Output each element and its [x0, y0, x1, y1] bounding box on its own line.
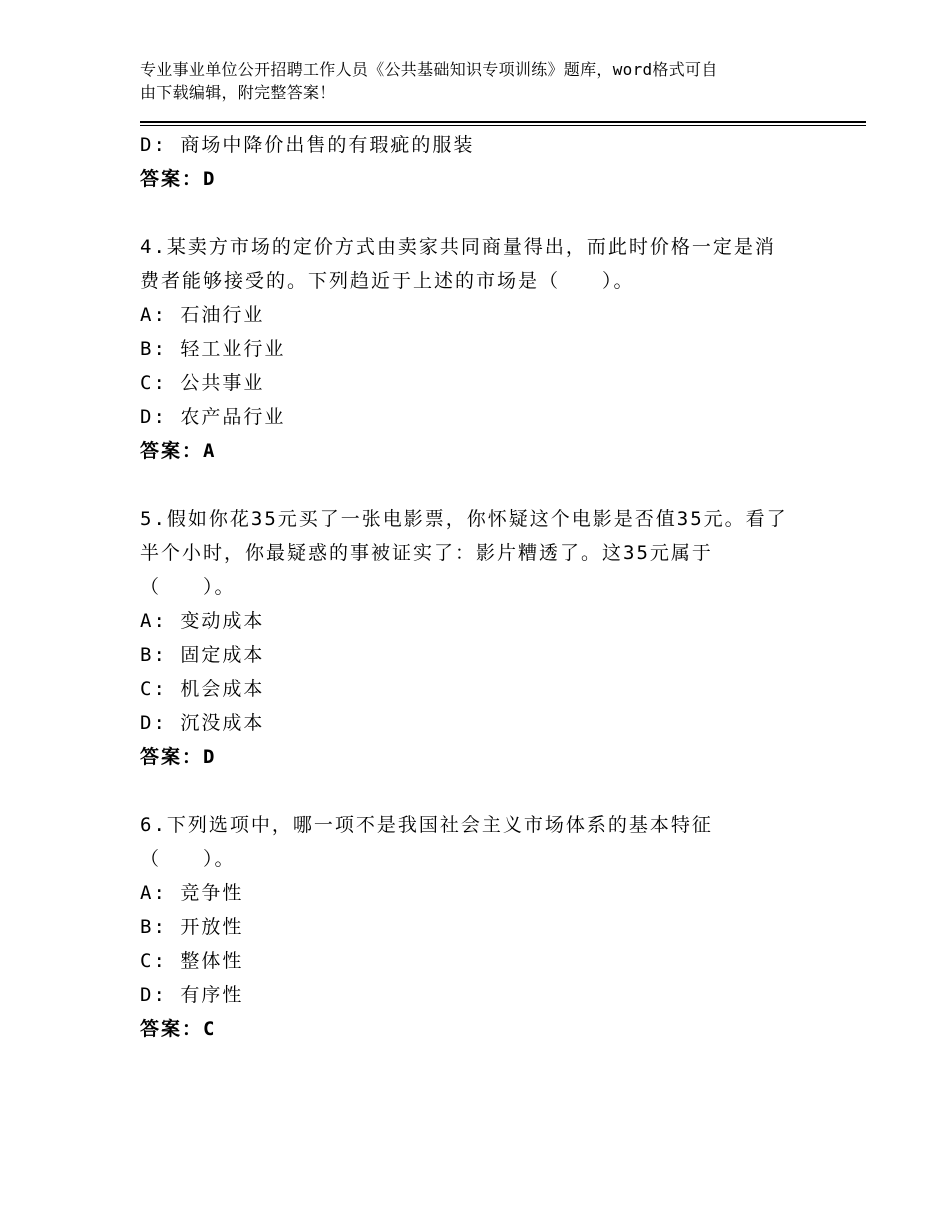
option-a: A: 变动成本	[140, 610, 265, 632]
page-header	[140, 58, 820, 104]
option-d: D: 沉没成本	[140, 712, 265, 734]
question-stem-line: 5.假如你花35元买了一张电影票，你怀疑这个电影是否值35元。看了	[140, 508, 788, 530]
question-stem-line: （ ）。	[140, 848, 236, 870]
option-c: C: 整体性	[140, 950, 244, 972]
answer-line: 答案：A	[140, 440, 217, 462]
option-d: D: 商场中降价出售的有瑕疵的服装	[140, 134, 475, 156]
question-stem-line: 半个小时，你最疑惑的事被证实了：影片糟透了。这35元属于	[140, 542, 713, 564]
option-a: A: 石油行业	[140, 304, 265, 326]
answer-line: 答案：D	[140, 168, 217, 190]
question-5	[140, 502, 840, 774]
spacer	[140, 774, 840, 808]
question-stem-line: （ ）。	[140, 576, 236, 598]
header-line-1: 专业事业单位公开招聘工作人员《公共基础知识专项训练》题库，word格式可自	[140, 60, 718, 79]
answer-line: 答案：C	[140, 1018, 217, 1040]
option-b: B: 轻工业行业	[140, 338, 286, 360]
question-6	[140, 808, 840, 1046]
header-rule-thick	[140, 121, 866, 123]
question-stem-line: 费者能够接受的。下列趋近于上述的市场是（ ）。	[140, 270, 635, 292]
option-b: B: 固定成本	[140, 644, 265, 666]
previous-question-tail	[140, 128, 840, 196]
document-body	[140, 128, 840, 1046]
option-c: C: 机会成本	[140, 678, 265, 700]
option-a: A: 竞争性	[140, 882, 244, 904]
header-line-2: 由下载编辑，附完整答案！	[140, 83, 336, 102]
answer-line: 答案：D	[140, 746, 217, 768]
spacer	[140, 468, 840, 502]
option-d: D: 农产品行业	[140, 406, 286, 428]
option-c: C: 公共事业	[140, 372, 265, 394]
question-stem-line: 6.下列选项中，哪一项不是我国社会主义市场体系的基本特征	[140, 814, 713, 836]
header-rule-thin	[140, 125, 866, 126]
spacer	[140, 196, 840, 230]
option-b: B: 开放性	[140, 916, 244, 938]
option-d: D: 有序性	[140, 984, 244, 1006]
question-4	[140, 230, 840, 468]
question-stem-line: 4.某卖方市场的定价方式由卖家共同商量得出，而此时价格一定是消	[140, 236, 776, 258]
